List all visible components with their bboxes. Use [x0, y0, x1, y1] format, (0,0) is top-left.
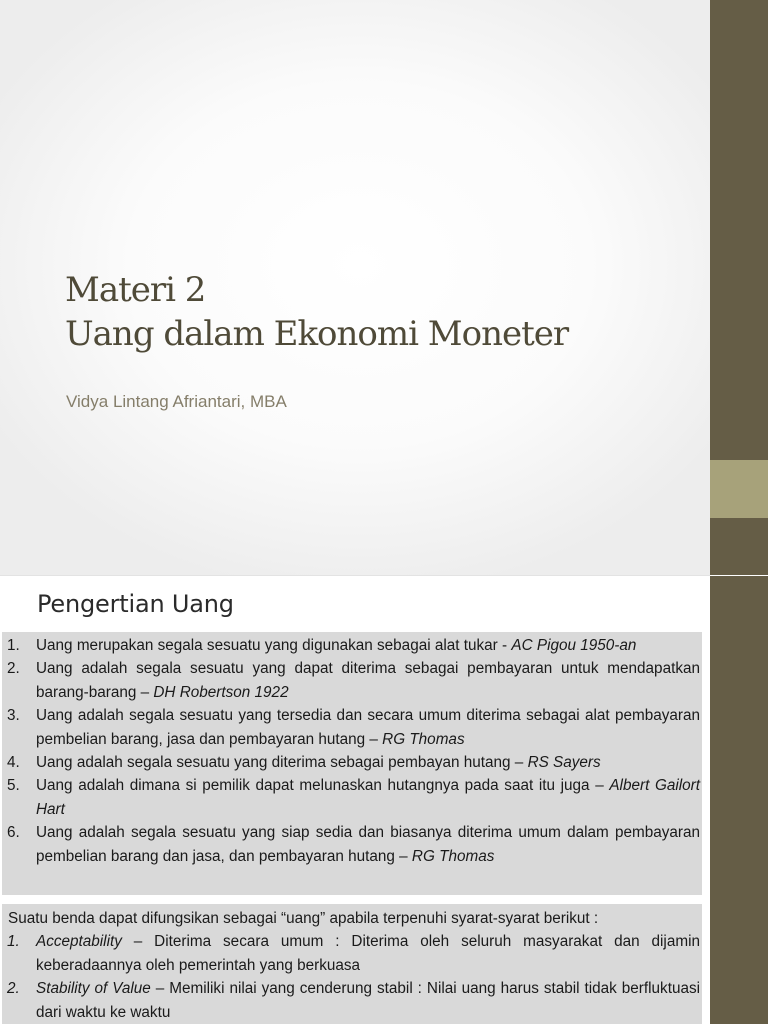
slide-title — [65, 268, 568, 356]
item-number: 4. — [7, 754, 20, 772]
item-text: Uang adalah dimana si pemilik dapat melunaskan hutangnya pada saat itu juga – — [36, 777, 610, 795]
item-text: Uang merupakan segala sesuatu yang digunakan sebagai alat tukar - — [36, 637, 512, 654]
definitions-list — [2, 632, 702, 868]
definitions-box — [2, 632, 702, 895]
slide-sidebar — [710, 576, 768, 1024]
item-text: – Memiliki nilai yang cenderung stabil : Nilai uang harus stabil tidak berfluktuasi dari waktu ke waktu — [36, 980, 701, 1021]
sidebar-accent — [710, 460, 768, 518]
list-item — [2, 657, 702, 704]
list-item — [2, 751, 702, 774]
slide-subtitle: Vidya Lintang Afriantari, MBA — [66, 392, 287, 411]
item-number: 1. — [7, 637, 20, 654]
item-number: 6. — [7, 824, 20, 842]
item-number: 5. — [7, 777, 20, 795]
requirements-box — [2, 904, 702, 1024]
item-number: 2. — [7, 980, 20, 998]
item-author: RS Sayers — [527, 754, 601, 772]
item-term: Stability of Value — [36, 980, 151, 998]
list-item — [2, 774, 702, 821]
item-number: 1. — [7, 933, 20, 951]
item-text: – Diterima secara umum : Diterima oleh seluruh masyarakat dan dijamin keberadaannya oleh pemerintah yang berkuasa — [36, 933, 700, 974]
item-number: 3. — [7, 707, 20, 725]
item-author: RG Thomas — [382, 730, 465, 748]
title-line-1: Materi 2 — [65, 270, 206, 310]
requirements-intro: Suatu benda dapat difungsikan sebagai “uang” apabila terpenuhi syarat-syarat berikut : — [8, 910, 599, 927]
item-number: 2. — [7, 660, 20, 678]
list-item — [2, 930, 702, 977]
item-author: RG Thomas — [411, 847, 495, 865]
requirements-list — [2, 930, 702, 1024]
item-text: Uang adalah segala sesuatu yang diterima sebagai pembayan hutang – — [36, 754, 528, 772]
item-author: Albert Gailort Hart — [36, 777, 701, 818]
item-term: Acceptability — [36, 933, 122, 951]
list-item — [2, 634, 702, 657]
item-text: Uang adalah segala sesuatu yang siap sedia dan biasanya diterima umum dalam pembayaran pembelian barang dan jasa, dan pembayaran hutang – — [36, 824, 700, 865]
content-slide — [0, 576, 768, 1024]
title-line-2: Uang dalam Ekonomi Moneter — [65, 314, 569, 354]
item-author: AC Pigou 1950-an — [511, 637, 637, 654]
item-author: DH Robertson 1922 — [153, 683, 289, 701]
list-item — [2, 704, 702, 751]
slide-heading: Pengertian Uang — [37, 590, 234, 618]
item-text: Uang adalah segala sesuatu yang dapat diterima sebagai pembayaran untuk mendapatkan barang-barang – — [36, 660, 700, 701]
item-text: Uang adalah segala sesuatu yang tersedia dan secara umum diterima sebagai alat pembayaran pembelian barang, jasa dan pembayaran hutang – — [36, 707, 700, 748]
list-item — [2, 821, 702, 868]
list-item — [2, 977, 702, 1024]
